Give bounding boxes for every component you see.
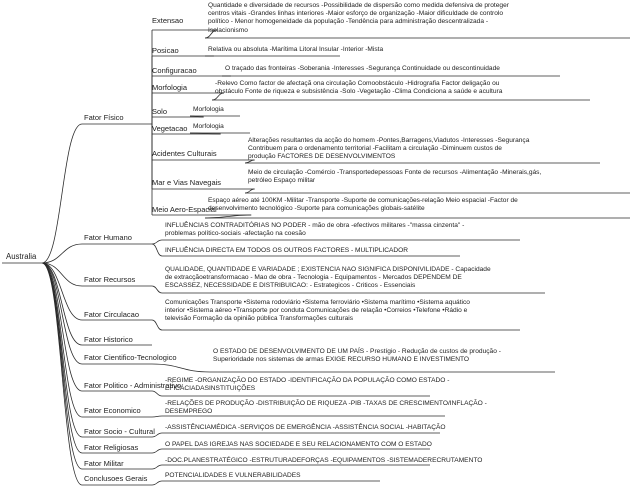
root-to-branch-10	[42, 263, 82, 469]
branch-2-desc-0: QUALIDADE, QUANTIDADE E VARIADADE ; EXISTENCIA NAO SIGNIFICA DISPONIVILIDADE - Capacidade de extracçãoetransformacao - Mao de obra - Tecnologia - Equipamentos - Mercados DEPENDEM DE ESCASSEZ, NECESSIDADE E DISTRIBUICAO: - Estrategicos - Criticos - Essenciais	[165, 266, 491, 290]
child-label-1: Posicao	[152, 46, 179, 55]
branch-3-desc-0: Comunicações Transporte •Sistema rodoviário •Sistema ferroviário •Sistema marítimo •Sistema aquático interior •Sistema aéreo •Transporte por conduta Comunicações de relação •Correios •Telefone •Rádio e televisão Formação da opinião pública Transformações culturais	[165, 299, 470, 323]
branch-10-desc-0: -DOC.PLANESTRATÉGICO -ESTRUTURADEFORÇAS -EQUIPAMENTOS -SISTEMADERECRUTAMENTO	[165, 457, 483, 464]
branch-3-to-desc-0	[152, 320, 162, 330]
branch-label-3: Fator Circulacao	[84, 310, 140, 319]
child-label-6: Acidentes Culturais	[152, 149, 217, 158]
branch-2-to-desc-0	[152, 286, 162, 293]
child-desc-5: Morfologia	[193, 123, 224, 130]
branch-label-4: Fator Historico	[84, 335, 133, 344]
branch-1-to-desc-1	[152, 244, 162, 256]
branch-1-desc-0: INFLUÊNCIAS CONTRADITÓRIAS NO PODER - mão de obra -efectivos militares -"massa cinzenta" - problemas político-sociais -afectação na coesão	[165, 222, 465, 238]
child-label-4: Solo	[152, 107, 168, 116]
branch-11-to-desc-0	[152, 481, 162, 485]
child-desc-4: Morfologia	[193, 106, 224, 113]
child-desc-7: Meio de circulação -Comércio -Transportedepessoas Fonte de recursos -Alimentação -Minerais,gás, petróleo Espaço militar	[248, 169, 542, 185]
child-desc-1: Relativa ou absoluta -Marítima Litoral Insular -Interior -Mista	[208, 46, 384, 53]
child-label-8: Meio Aero-Espacial	[152, 205, 217, 214]
branch-1-desc-1: INFLUÊNCIA DIRECTA EM TODOS OS OUTROS FACTORES - MULTIPLICADOR	[165, 247, 409, 254]
child-label-0: Extensao	[152, 16, 184, 25]
branch-7-desc-0: -RELAÇÕES DE PRODUÇÃO -DISTRIBUIÇÃO DE RIQUEZA -PIB -TAXAS DE CRESCIMENTO/INFLAÇÃO - DESEMPREGO	[165, 400, 487, 416]
branch-5-desc-0: O ESTADO DE DESENVOLVIMENTO DE UM PAÍS - Prestígio - Redução de custos de produção - Superioridade nos sistemas de armas EXIGE RECURSO HUMANO E INVESTIMENTO	[213, 348, 501, 364]
branch-label-10: Fator Militar	[84, 459, 124, 468]
root-to-branch-0	[42, 124, 82, 263]
branch-label-9: Fator Religiosas	[84, 443, 139, 452]
branch-5-to-desc-0	[152, 364, 210, 372]
branch-label-0: Fator Físico	[84, 113, 124, 122]
branch-10-to-desc-0	[152, 465, 162, 469]
child-label-7: Mar e Vias Navegais	[152, 178, 222, 187]
branch-11-desc-0: POTENCIALIDADES E VULNERABILIDADES	[165, 472, 301, 479]
branch-9-to-desc-0	[152, 449, 162, 453]
child-desc-2: O traçado das fronteiras -Soberania -Interesses -Segurança Continuidade ou descontinuidade	[225, 65, 500, 72]
branch-label-1: Fator Humano	[84, 233, 132, 242]
branch-label-2: Fator Recursos	[84, 275, 136, 284]
child-label-2: Configuracao	[152, 66, 197, 75]
branch-label-6: Fator Politico - Administrativo	[84, 381, 182, 390]
root-to-branch-11	[42, 263, 82, 485]
branch-1-to-desc-0	[152, 240, 162, 244]
branch-label-8: Fator Socio - Cultural	[84, 427, 155, 436]
root-to-branch-1	[42, 244, 82, 263]
branch-label-7: Fator Economico	[84, 406, 141, 415]
child-to-desc-7	[245, 189, 255, 193]
child-desc-3: -Relevo Como factor de afectaçã ona circulação Comoobstáculo -Hidrografia Factor deligação ou obstáculo Fonte de riqueza e subsistência -Solo -Vegetação -Clima Condiciona a saúde e acultura	[215, 80, 503, 96]
branch-6-desc-0: -REGIME -ORGANIZAÇÃO DO ESTADO -IDENTIFICAÇÃO DA POPULAÇÃO COMO ESTADO - EFICÁCIADASINSTITUIÇÕES	[165, 377, 450, 393]
root-to-branch-4	[42, 263, 82, 345]
branch-9-desc-0: O PAPEL DAS IGREJAS NAS SOCIEDADE E SEU RELACIONAMENTO COM O ESTADO	[165, 441, 432, 448]
branch-8-desc-0: -ASSISTÊNCIAMÉDICA -SERVIÇOS DE EMERGÊNCIA -ASSISTÊNCIA SOCIAL -HABITAÇÃO	[165, 424, 446, 431]
branch-label-11: Conclusoes Gerais	[84, 474, 148, 483]
child-to-desc-8	[205, 215, 251, 218]
branch-label-5: Fator Cientifico-Tecnologico	[84, 353, 177, 362]
root-node-label: Australia	[6, 252, 37, 261]
branch-6-to-desc-0	[152, 391, 162, 396]
child-label-3: Morfologia	[152, 83, 188, 92]
root-to-branch-7	[42, 263, 82, 417]
branch-7-to-desc-0	[152, 416, 162, 417]
child-desc-6: Alterações resultantes da acção do homem -Pontes,Barragens,Viadutos -Interesses -Segurança Contribuem para o ordenamento territorial -Facilitam a circulação -Diminuem custos de produção FACTORES DE DESENVOLVIMENTOS	[248, 137, 530, 161]
child-desc-0: Quantidade e diversidade de recursos -Possibilidade de dispersão como medida defensiva de proteger centros vitais -Grandes linhas interiores -Maior esforço de organização -Maior dificuldade de controlo político - Menor homogeneidade da população -Tendência para administração descentralizada - Isolacionismo	[208, 2, 509, 34]
child-label-5: Vegetacao	[152, 124, 188, 133]
child-desc-8: Espaço aéreo até 100KM -Militar -Transporte -Suporte de comunicações-relação Meio espacial -Factor de desenvolvimento tecnológico -Suporte para comunicações globais-satélite	[208, 197, 518, 213]
